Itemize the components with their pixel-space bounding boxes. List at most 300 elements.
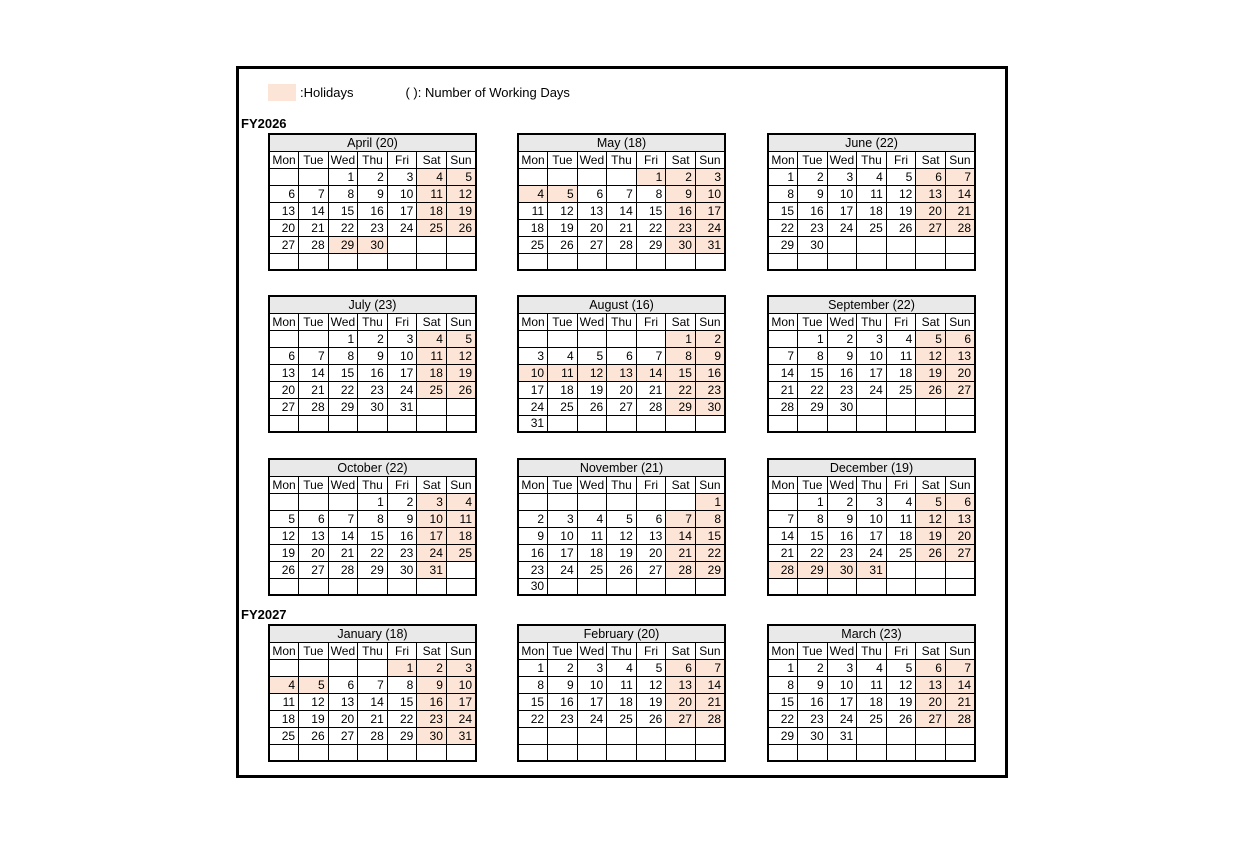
day-cell-march-27: 27 [916,710,946,727]
day-cell-november-27: 27 [636,561,666,578]
empty-day-cell [695,253,725,270]
empty-day-cell [916,415,946,432]
empty-day-cell [916,744,946,761]
day-cell-september-11: 11 [886,347,916,364]
day-cell-october-23: 23 [387,544,417,561]
day-cell-july-29: 29 [328,398,358,415]
day-cell-february-7: 7 [695,659,725,676]
day-cell-october-19: 19 [269,544,299,561]
empty-day-cell [518,727,548,744]
empty-day-cell [446,744,476,761]
day-cell-january-13: 13 [328,693,358,710]
day-cell-april-18: 18 [417,202,447,219]
day-cell-august-29: 29 [666,398,696,415]
empty-day-cell [636,727,666,744]
weekday-header-thu: Thu [857,476,887,493]
day-cell-april-5: 5 [446,168,476,185]
empty-day-cell [548,330,578,347]
empty-day-cell [827,415,857,432]
empty-day-cell [299,330,329,347]
day-cell-november-10: 10 [548,527,578,544]
empty-day-cell [857,253,887,270]
weekday-header-tue: Tue [299,642,329,659]
day-cell-september-29: 29 [798,398,828,415]
day-cell-february-27: 27 [666,710,696,727]
empty-day-cell [299,493,329,510]
day-cell-january-21: 21 [358,710,388,727]
empty-day-cell [666,744,696,761]
day-cell-april-10: 10 [387,185,417,202]
day-cell-april-13: 13 [269,202,299,219]
empty-day-cell [387,253,417,270]
empty-day-cell [607,253,637,270]
empty-day-cell [945,398,975,415]
day-cell-november-24: 24 [548,561,578,578]
day-cell-march-12: 12 [886,676,916,693]
day-cell-january-11: 11 [269,693,299,710]
day-cell-june-19: 19 [886,202,916,219]
day-cell-march-20: 20 [916,693,946,710]
day-cell-november-16: 16 [518,544,548,561]
empty-day-cell [358,744,388,761]
day-cell-february-25: 25 [607,710,637,727]
day-cell-october-21: 21 [328,544,358,561]
weekday-header-sun: Sun [695,151,725,168]
empty-day-cell [358,659,388,676]
month-title-september: September (22) [768,296,975,313]
fiscal-year-label-fy2026: FY2026 [241,116,287,131]
day-cell-january-25: 25 [269,727,299,744]
day-cell-december-16: 16 [827,527,857,544]
day-cell-november-2: 2 [518,510,548,527]
day-cell-november-25: 25 [577,561,607,578]
empty-day-cell [798,253,828,270]
day-cell-december-6: 6 [945,493,975,510]
day-cell-june-5: 5 [886,168,916,185]
weekday-header-wed: Wed [827,642,857,659]
day-cell-february-15: 15 [518,693,548,710]
day-cell-august-17: 17 [518,381,548,398]
day-cell-august-1: 1 [666,330,696,347]
day-cell-august-26: 26 [577,398,607,415]
empty-day-cell [328,744,358,761]
day-cell-june-13: 13 [916,185,946,202]
day-cell-october-28: 28 [328,561,358,578]
empty-day-cell [269,578,299,595]
day-cell-july-30: 30 [358,398,388,415]
day-cell-february-5: 5 [636,659,666,676]
day-cell-may-20: 20 [577,219,607,236]
day-cell-september-9: 9 [827,347,857,364]
empty-day-cell [328,415,358,432]
day-cell-december-5: 5 [916,493,946,510]
day-cell-january-30: 30 [417,727,447,744]
weekday-header-fri: Fri [886,313,916,330]
weekday-header-tue: Tue [299,476,329,493]
weekday-header-mon: Mon [518,151,548,168]
day-cell-february-10: 10 [577,676,607,693]
day-cell-december-20: 20 [945,527,975,544]
day-cell-december-3: 3 [857,493,887,510]
day-cell-march-1: 1 [768,659,798,676]
empty-day-cell [577,493,607,510]
empty-day-cell [768,330,798,347]
day-cell-may-24: 24 [695,219,725,236]
day-cell-march-29: 29 [768,727,798,744]
empty-day-cell [798,578,828,595]
day-cell-may-1: 1 [636,168,666,185]
day-cell-february-9: 9 [548,676,578,693]
day-cell-february-28: 28 [695,710,725,727]
day-cell-july-20: 20 [269,381,299,398]
empty-day-cell [446,398,476,415]
day-cell-october-16: 16 [387,527,417,544]
empty-day-cell [328,659,358,676]
empty-day-cell [916,727,946,744]
empty-day-cell [945,578,975,595]
empty-day-cell [827,253,857,270]
day-cell-november-15: 15 [695,527,725,544]
day-cell-december-2: 2 [827,493,857,510]
weekday-header-thu: Thu [607,642,637,659]
empty-day-cell [636,253,666,270]
day-cell-may-17: 17 [695,202,725,219]
day-cell-december-15: 15 [798,527,828,544]
empty-day-cell [358,253,388,270]
day-cell-january-16: 16 [417,693,447,710]
weekday-header-thu: Thu [857,313,887,330]
weekday-header-mon: Mon [269,642,299,659]
empty-day-cell [798,415,828,432]
empty-day-cell [299,253,329,270]
day-cell-october-22: 22 [358,544,388,561]
day-cell-october-31: 31 [417,561,447,578]
empty-day-cell [695,744,725,761]
day-cell-august-7: 7 [636,347,666,364]
day-cell-december-4: 4 [886,493,916,510]
empty-day-cell [518,744,548,761]
day-cell-april-17: 17 [387,202,417,219]
weekday-header-thu: Thu [358,313,388,330]
day-cell-may-2: 2 [666,168,696,185]
day-cell-june-18: 18 [857,202,887,219]
day-cell-august-4: 4 [548,347,578,364]
day-cell-march-10: 10 [827,676,857,693]
day-cell-june-2: 2 [798,168,828,185]
day-cell-march-30: 30 [798,727,828,744]
empty-day-cell [417,744,447,761]
empty-day-cell [548,744,578,761]
empty-day-cell [548,253,578,270]
weekday-header-tue: Tue [548,151,578,168]
day-cell-july-3: 3 [387,330,417,347]
empty-day-cell [269,415,299,432]
weekday-header-sun: Sun [446,151,476,168]
day-cell-september-2: 2 [827,330,857,347]
day-cell-september-17: 17 [857,364,887,381]
day-cell-february-21: 21 [695,693,725,710]
day-cell-april-8: 8 [328,185,358,202]
month-calendar-july [268,295,477,433]
weekday-header-thu: Thu [607,151,637,168]
day-cell-october-17: 17 [417,527,447,544]
day-cell-may-9: 9 [666,185,696,202]
day-cell-december-11: 11 [886,510,916,527]
empty-day-cell [577,253,607,270]
day-cell-february-2: 2 [548,659,578,676]
empty-day-cell [269,493,299,510]
day-cell-september-15: 15 [798,364,828,381]
weekday-header-wed: Wed [328,151,358,168]
day-cell-september-13: 13 [945,347,975,364]
day-cell-april-23: 23 [358,219,388,236]
day-cell-march-13: 13 [916,676,946,693]
empty-day-cell [768,415,798,432]
day-cell-february-22: 22 [518,710,548,727]
weekday-header-thu: Thu [358,476,388,493]
day-cell-march-2: 2 [798,659,828,676]
empty-day-cell [269,168,299,185]
day-cell-july-7: 7 [299,347,329,364]
day-cell-january-3: 3 [446,659,476,676]
empty-day-cell [857,398,887,415]
month-title-march: March (23) [768,625,975,642]
empty-day-cell [857,236,887,253]
empty-day-cell [577,168,607,185]
day-cell-november-7: 7 [666,510,696,527]
day-cell-june-21: 21 [945,202,975,219]
day-cell-august-30: 30 [695,398,725,415]
empty-day-cell [636,493,666,510]
empty-day-cell [269,744,299,761]
day-cell-october-4: 4 [446,493,476,510]
day-cell-august-10: 10 [518,364,548,381]
empty-day-cell [446,561,476,578]
day-cell-april-20: 20 [269,219,299,236]
month-calendar-march [767,624,976,762]
day-cell-january-20: 20 [328,710,358,727]
empty-day-cell [446,415,476,432]
day-cell-december-24: 24 [857,544,887,561]
day-cell-november-3: 3 [548,510,578,527]
day-cell-april-14: 14 [299,202,329,219]
day-cell-january-12: 12 [299,693,329,710]
day-cell-october-15: 15 [358,527,388,544]
day-cell-july-6: 6 [269,347,299,364]
weekday-header-mon: Mon [269,313,299,330]
day-cell-october-27: 27 [299,561,329,578]
empty-day-cell [636,415,666,432]
day-cell-july-22: 22 [328,381,358,398]
day-cell-april-27: 27 [269,236,299,253]
day-cell-april-24: 24 [387,219,417,236]
day-cell-october-3: 3 [417,493,447,510]
empty-day-cell [607,578,637,595]
empty-day-cell [299,659,329,676]
empty-day-cell [548,415,578,432]
month-title-november: November (21) [518,459,725,476]
day-cell-march-11: 11 [857,676,887,693]
empty-day-cell [607,415,637,432]
day-cell-november-5: 5 [607,510,637,527]
day-cell-october-25: 25 [446,544,476,561]
day-cell-january-6: 6 [328,676,358,693]
day-cell-august-2: 2 [695,330,725,347]
day-cell-september-10: 10 [857,347,887,364]
day-cell-august-6: 6 [607,347,637,364]
day-cell-october-2: 2 [387,493,417,510]
day-cell-december-13: 13 [945,510,975,527]
day-cell-november-20: 20 [636,544,666,561]
weekday-header-tue: Tue [798,313,828,330]
day-cell-july-13: 13 [269,364,299,381]
empty-day-cell [328,253,358,270]
day-cell-july-25: 25 [417,381,447,398]
day-cell-april-4: 4 [417,168,447,185]
day-cell-march-6: 6 [916,659,946,676]
empty-day-cell [768,253,798,270]
day-cell-january-26: 26 [299,727,329,744]
month-calendar-february [517,624,726,762]
day-cell-june-27: 27 [916,219,946,236]
empty-day-cell [945,561,975,578]
weekday-header-mon: Mon [518,313,548,330]
day-cell-august-9: 9 [695,347,725,364]
day-cell-may-15: 15 [636,202,666,219]
empty-day-cell [269,253,299,270]
empty-day-cell [916,561,946,578]
month-calendar-january [268,624,477,762]
day-cell-november-21: 21 [666,544,696,561]
weekday-header-sat: Sat [417,151,447,168]
empty-day-cell [768,578,798,595]
day-cell-august-25: 25 [548,398,578,415]
empty-day-cell [945,253,975,270]
empty-day-cell [886,253,916,270]
month-calendar-may [517,133,726,271]
empty-day-cell [387,236,417,253]
day-cell-september-5: 5 [916,330,946,347]
day-cell-july-8: 8 [328,347,358,364]
empty-day-cell [886,236,916,253]
empty-day-cell [666,253,696,270]
day-cell-september-27: 27 [945,381,975,398]
day-cell-august-22: 22 [666,381,696,398]
weekday-header-thu: Thu [857,642,887,659]
day-cell-march-24: 24 [827,710,857,727]
day-cell-november-26: 26 [607,561,637,578]
weekday-header-fri: Fri [886,476,916,493]
empty-day-cell [666,493,696,510]
day-cell-june-14: 14 [945,185,975,202]
day-cell-october-29: 29 [358,561,388,578]
day-cell-may-26: 26 [548,236,578,253]
day-cell-july-2: 2 [358,330,388,347]
day-cell-april-19: 19 [446,202,476,219]
day-cell-february-1: 1 [518,659,548,676]
day-cell-may-14: 14 [607,202,637,219]
day-cell-january-2: 2 [417,659,447,676]
weekday-header-fri: Fri [636,313,666,330]
weekday-header-mon: Mon [768,642,798,659]
day-cell-july-16: 16 [358,364,388,381]
day-cell-march-15: 15 [768,693,798,710]
day-cell-june-7: 7 [945,168,975,185]
day-cell-february-11: 11 [607,676,637,693]
calendar-page [236,66,1008,778]
day-cell-july-18: 18 [417,364,447,381]
day-cell-july-9: 9 [358,347,388,364]
day-cell-august-13: 13 [607,364,637,381]
empty-day-cell [577,415,607,432]
empty-day-cell [387,415,417,432]
day-cell-january-9: 9 [417,676,447,693]
empty-day-cell [358,578,388,595]
month-title-april: April (20) [269,134,476,151]
day-cell-april-7: 7 [299,185,329,202]
weekday-header-fri: Fri [387,151,417,168]
weekday-header-mon: Mon [269,476,299,493]
empty-day-cell [358,415,388,432]
weekday-header-wed: Wed [328,313,358,330]
legend [268,83,570,101]
day-cell-october-7: 7 [328,510,358,527]
empty-day-cell [886,727,916,744]
weekday-header-tue: Tue [299,151,329,168]
day-cell-august-16: 16 [695,364,725,381]
weekday-header-tue: Tue [548,313,578,330]
day-cell-january-31: 31 [446,727,476,744]
day-cell-may-6: 6 [577,185,607,202]
day-cell-may-21: 21 [607,219,637,236]
day-cell-may-31: 31 [695,236,725,253]
weekday-header-sat: Sat [417,476,447,493]
day-cell-march-9: 9 [798,676,828,693]
day-cell-june-26: 26 [886,219,916,236]
weekday-header-fri: Fri [387,313,417,330]
day-cell-february-16: 16 [548,693,578,710]
day-cell-june-22: 22 [768,219,798,236]
weekday-header-fri: Fri [636,642,666,659]
day-cell-july-14: 14 [299,364,329,381]
day-cell-september-16: 16 [827,364,857,381]
weekday-header-fri: Fri [387,642,417,659]
weekday-header-mon: Mon [768,313,798,330]
day-cell-april-28: 28 [299,236,329,253]
day-cell-august-12: 12 [577,364,607,381]
day-cell-september-19: 19 [916,364,946,381]
empty-day-cell [636,578,666,595]
day-cell-october-14: 14 [328,527,358,544]
month-title-february: February (20) [518,625,725,642]
day-cell-august-27: 27 [607,398,637,415]
empty-day-cell [886,561,916,578]
day-cell-april-15: 15 [328,202,358,219]
empty-day-cell [607,330,637,347]
empty-day-cell [886,578,916,595]
empty-day-cell [636,744,666,761]
day-cell-february-3: 3 [577,659,607,676]
day-cell-march-7: 7 [945,659,975,676]
weekday-header-wed: Wed [577,476,607,493]
day-cell-august-5: 5 [577,347,607,364]
empty-day-cell [695,415,725,432]
day-cell-april-2: 2 [358,168,388,185]
month-calendar-december [767,458,976,596]
weekday-header-sun: Sun [945,476,975,493]
day-cell-september-23: 23 [827,381,857,398]
weekday-header-tue: Tue [798,476,828,493]
